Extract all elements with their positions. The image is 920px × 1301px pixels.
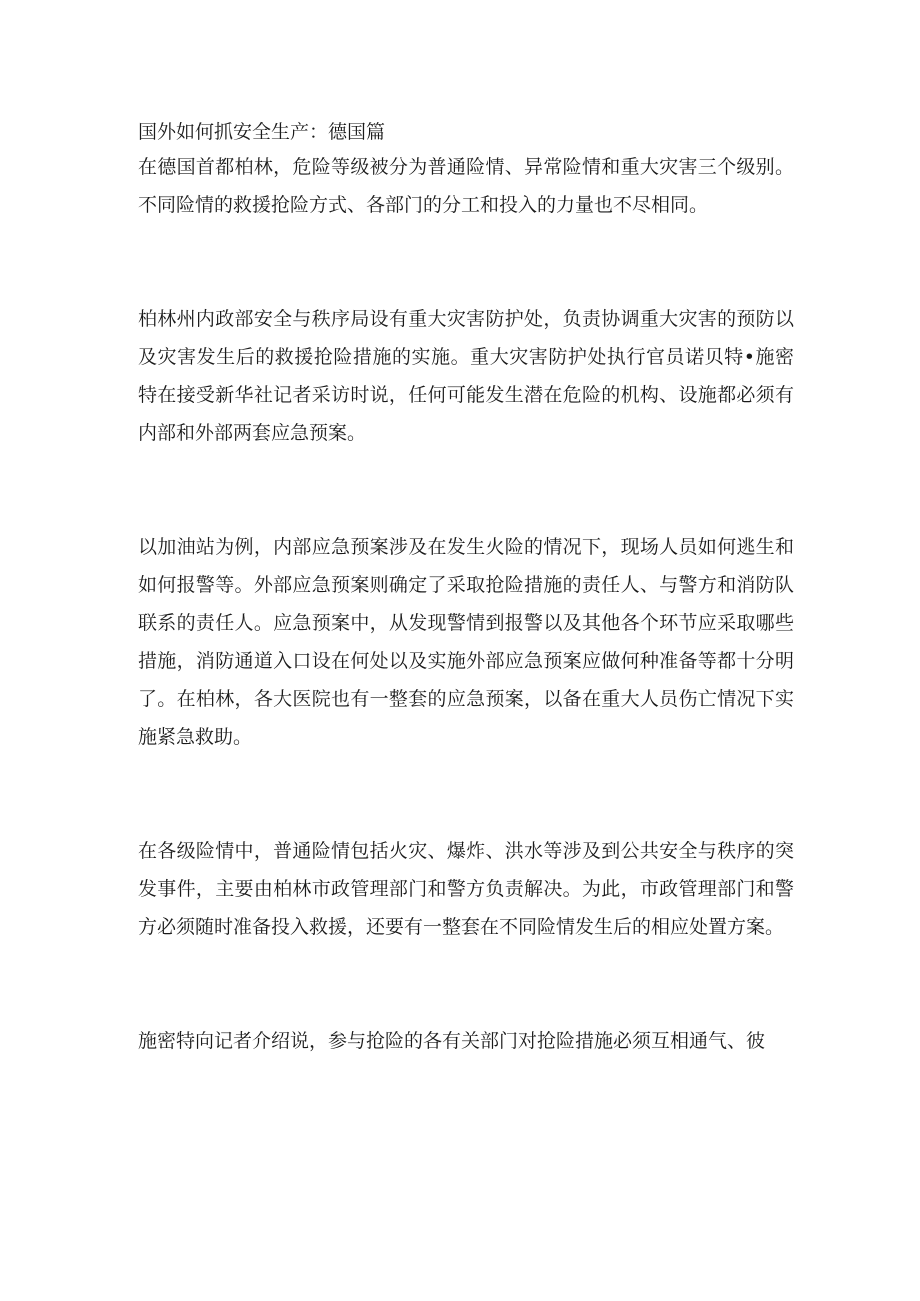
document-title: 国外如何抓安全生产：德国篇 <box>138 121 386 143</box>
paragraph-4: 在各级险情中，普通险情包括火灾、爆炸、洪水等涉及到公共安全与秩序的突发事件，主要由柏林市政管理部门和警方负责解决。为此，市政管理部门和警方必须随时准备投入救援，还要有一整套在不同险情发生后的相应处置方案。 <box>138 840 794 938</box>
paragraph-5: 施密特向记者介绍说，参与抢险的各有关部门对抢险措施必须互相通气、彼 <box>138 1030 766 1052</box>
paragraph-3: 以加油站为例，内部应急预案涉及在发生火险的情况下，现场人员如何逃生和如何报警等。外部应急预案则确定了采取抢险措施的责任人、与警方和消防队联系的责任人。应急预案中，从发现警情到报警以及其他各个环节应采取哪些措施，消防通道入口设在何处以及实施外部应急预案应做何种准备等都十分明了。在柏林，各大医院也有一整套的应急预案，以备在重大人员伤亡情况下实施紧急救助。 <box>138 536 794 748</box>
paragraph-1: 在德国首都柏林，危险等级被分为普通险情、异常险情和重大灾害三个级别。不同险情的救援抢险方式、各部门的分工和投入的力量也不尽相同。 <box>138 156 794 216</box>
paragraph-2: 柏林州内政部安全与秩序局设有重大灾害防护处，负责协调重大灾害的预防以及灾害发生后的救援抢险措施的实施。重大灾害防护处执行官员诺贝特•施密特在接受新华社记者采访时说，任何可能发生潜在危险的机构、设施都必须有内部和外部两套应急预案。 <box>138 308 794 444</box>
document-body <box>138 118 794 1060</box>
